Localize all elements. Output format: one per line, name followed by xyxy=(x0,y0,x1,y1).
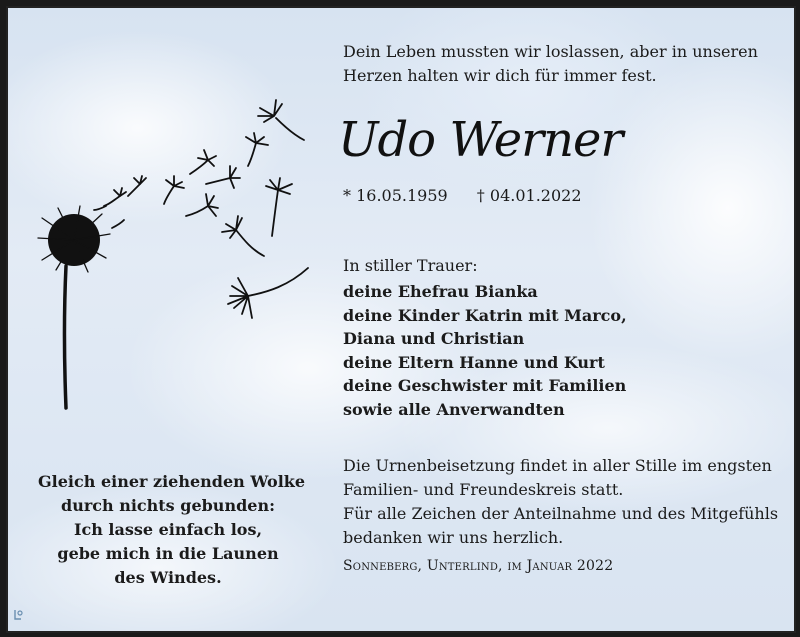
motto-verse xyxy=(38,470,306,590)
notice-line: Familien- und Freundeskreis statt. xyxy=(343,480,624,499)
mourning-label: In stiller Trauer: xyxy=(343,256,478,275)
notice-line: Die Urnenbeisetzung findet in aller Stille im engsten xyxy=(343,456,772,475)
mourner-line: deine Kinder Katrin mit Marco, xyxy=(343,305,627,325)
life-dates xyxy=(343,186,582,205)
mourner-line: sowie alle Anverwandten xyxy=(343,399,565,419)
notice-line: bedanken wir uns herzlich. xyxy=(343,528,564,547)
motto-line: Gleich einer ziehenden Wolke xyxy=(38,472,306,491)
motto-line: durch nichts gebunden: xyxy=(61,496,275,515)
mourner-line: Diana und Christian xyxy=(343,329,525,348)
logo-mark-icon xyxy=(12,608,24,622)
intro-verse xyxy=(343,40,773,88)
motto-line: des Windes. xyxy=(114,568,222,587)
mourner-line: deine Geschwister mit Familien xyxy=(343,376,627,395)
death-date: † 04.01.2022 xyxy=(476,186,582,205)
motto-line: Ich lasse einfach los, xyxy=(73,520,263,539)
motto-line: gebe mich in die Launen xyxy=(57,544,279,563)
place-and-date: Sonneberg, Unterlind, im Januar 2022 xyxy=(343,558,614,574)
deceased-name: Udo Werner xyxy=(338,112,623,168)
funeral-notice xyxy=(343,454,783,550)
intro-line: Herzen halten wir dich für immer fest. xyxy=(343,66,657,85)
notice-line: Für alle Zeichen der Anteilnahme und des Mitgefühls xyxy=(343,504,779,523)
birth-date: * 16.05.1959 xyxy=(343,186,448,205)
obituary-card xyxy=(6,6,796,633)
mourners-list xyxy=(343,280,773,421)
mourner-line: deine Eltern Hanne und Kurt xyxy=(343,352,605,372)
intro-line: Dein Leben mussten wir loslassen, aber in unseren xyxy=(343,42,758,61)
mourner-line: deine Ehefrau Bianka xyxy=(343,282,538,301)
